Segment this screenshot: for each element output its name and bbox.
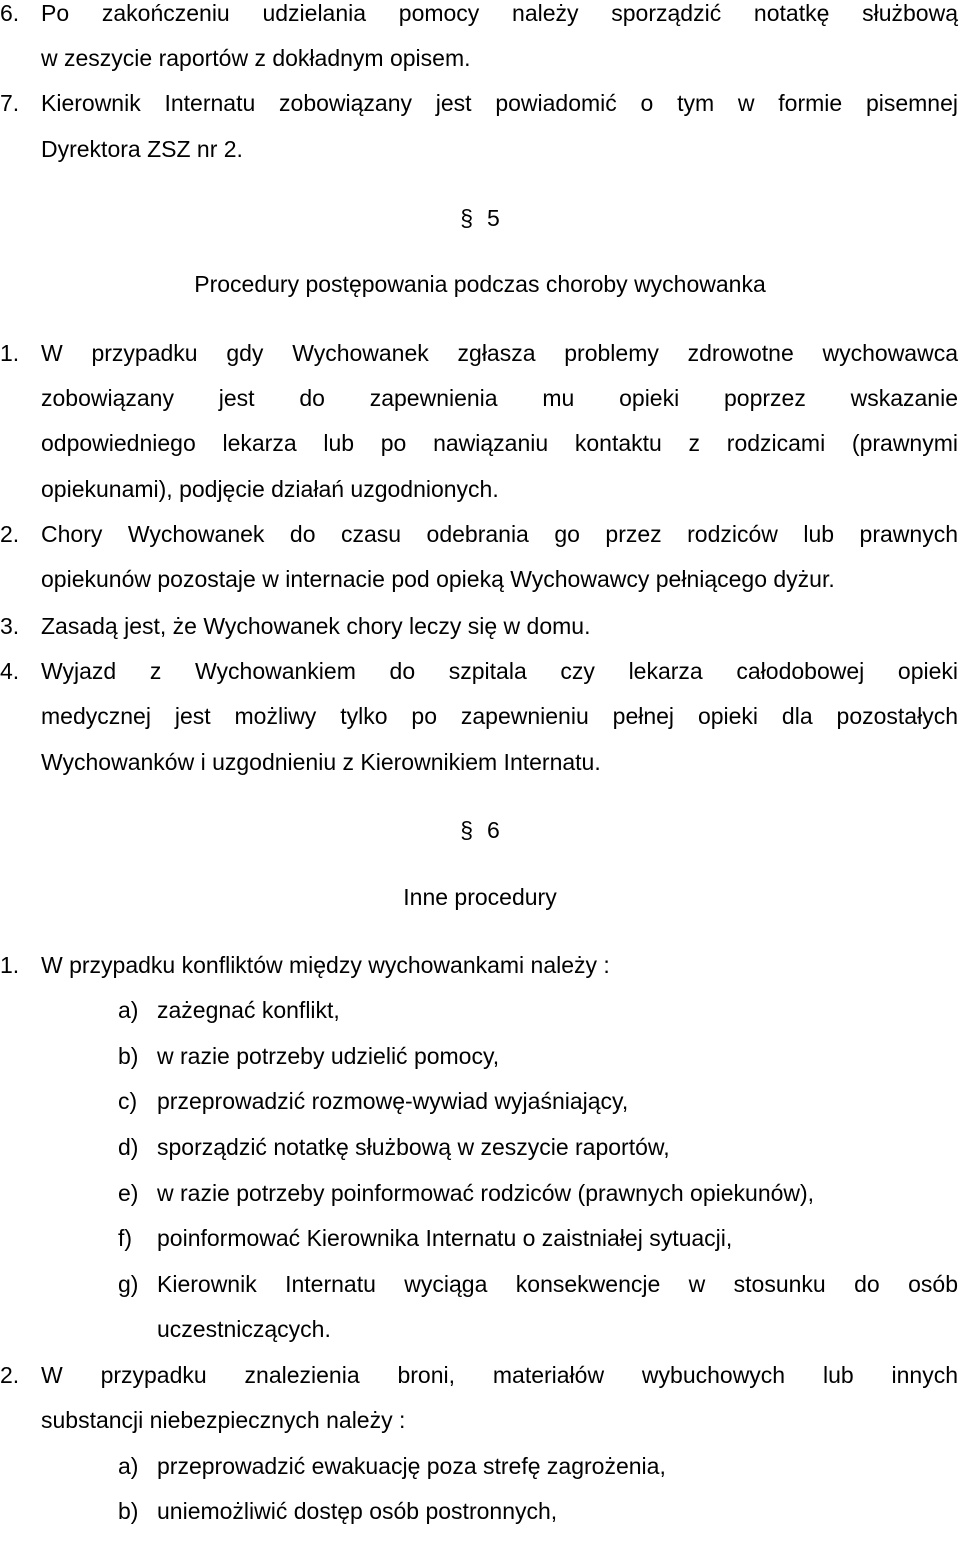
sub-item-letter: a) xyxy=(118,1453,139,1479)
section-number: 5 xyxy=(487,205,500,231)
section-5-heading xyxy=(0,205,960,251)
sub-item-text: przeprowadzić ewakuację poza strefę zagrożenia, xyxy=(157,1453,666,1479)
item-number: 6. xyxy=(0,0,20,26)
item-text: substancji niebezpiecznych należy : xyxy=(41,1407,406,1433)
section-sign: § xyxy=(460,817,473,843)
item-number: 2. xyxy=(0,521,20,547)
s6-item-1-sub-g-line-1 xyxy=(0,1271,960,1317)
s6-item-2-intro-line-1 xyxy=(0,1362,960,1408)
s5-item-4-line-2 xyxy=(0,703,960,749)
item-text: opiekunami), podjęcie działań uzgodnionych. xyxy=(41,476,499,502)
item-text: Wychowanków i uzgodnieniu z Kierownikiem Internatu. xyxy=(41,749,601,775)
item-number: 3. xyxy=(0,613,20,639)
sub-item-text: przeprowadzić rozmowę-wywiad wyjaśniający, xyxy=(157,1088,629,1114)
sub-item-letter: b) xyxy=(118,1498,139,1524)
s6-item-1-sub-a xyxy=(0,997,960,1043)
sub-item-letter: g) xyxy=(118,1271,139,1297)
s5-item-1-line-2 xyxy=(0,385,960,431)
section-6-heading xyxy=(0,817,960,863)
s5-item-4-line-3 xyxy=(0,749,960,795)
s6-item-2-sub-b xyxy=(0,1498,960,1544)
item-number: 1. xyxy=(0,952,20,978)
s6-item-1-sub-c xyxy=(0,1088,960,1134)
item-number: 1. xyxy=(0,340,20,366)
section-5-title xyxy=(0,271,960,317)
sub-item-text: poinformować Kierownika Internatu o zaistniałej sytuacji, xyxy=(157,1225,733,1251)
item-number: 7. xyxy=(0,90,20,116)
sub-item-letter: c) xyxy=(118,1088,138,1114)
s5-item-2-line-2 xyxy=(0,566,960,612)
item-text: Kierownik Internatu zobowiązany jest powiadomić o tym w formie pisemnej xyxy=(41,90,958,116)
item-text: Dyrektora ZSZ nr 2. xyxy=(41,136,243,162)
item-number: 4. xyxy=(0,658,20,684)
s5-item-1-line-3 xyxy=(0,430,960,476)
section-6-title xyxy=(0,884,960,930)
item-text: W przypadku znalezienia broni, materiałów wybuchowych lub innych xyxy=(41,1362,958,1388)
item-text: W przypadku konfliktów między wychowankami należy : xyxy=(41,952,610,978)
section-number: 6 xyxy=(487,817,500,843)
section-title: Procedury postępowania podczas choroby wychowanka xyxy=(194,271,766,297)
s5-item-3-line-1 xyxy=(0,613,960,659)
s6-item-1-sub-f xyxy=(0,1225,960,1271)
item-text: opiekunów pozostaje w internacie pod opieką Wychowawcy pełniącego dyżur. xyxy=(41,566,835,592)
item-6-line-2 xyxy=(0,45,960,91)
s5-item-2-line-1 xyxy=(0,521,960,567)
item-6-line-1 xyxy=(0,0,960,46)
item-text: w zeszycie raportów z dokładnym opisem. xyxy=(41,45,471,71)
sub-item-letter: f) xyxy=(118,1225,133,1251)
item-text: W przypadku gdy Wychowanek zgłasza problemy zdrowotne wychowawca xyxy=(41,340,958,366)
s5-item-4-line-1 xyxy=(0,658,960,704)
sub-item-text: w razie potrzeby udzielić pomocy, xyxy=(157,1043,500,1069)
sub-item-letter: e) xyxy=(118,1180,139,1206)
s5-item-1-line-4 xyxy=(0,476,960,522)
s6-item-1-sub-g-line-2 xyxy=(0,1316,960,1362)
item-7-line-1 xyxy=(0,90,960,136)
sub-item-text: Kierownik Internatu wyciąga konsekwencje w stosunku do osób xyxy=(157,1271,958,1297)
sub-item-text: zażegnać konflikt, xyxy=(157,997,340,1023)
s6-item-2-intro-line-2 xyxy=(0,1407,960,1453)
s6-item-1-intro xyxy=(0,952,960,998)
item-text: Po zakończeniu udzielania pomocy należy sporządzić notatkę służbową xyxy=(41,0,958,26)
item-7-line-2 xyxy=(0,136,960,182)
sub-item-letter: b) xyxy=(118,1043,139,1069)
sub-item-text: sporządzić notatkę służbową w zeszycie raportów, xyxy=(157,1134,670,1160)
sub-item-text: uniemożliwić dostęp osób postronnych, xyxy=(157,1498,558,1524)
section-sign: § xyxy=(460,205,473,231)
item-number: 2. xyxy=(0,1362,20,1388)
section-title: Inne procedury xyxy=(403,884,557,910)
sub-item-letter: a) xyxy=(118,997,139,1023)
item-text: Chory Wychowanek do czasu odebrania go przez rodziców lub prawnych xyxy=(41,521,958,547)
s5-item-1-line-1 xyxy=(0,340,960,386)
item-text: zobowiązany jest do zapewnienia mu opieki poprzez wskazanie xyxy=(41,385,958,411)
sub-item-text: w razie potrzeby poinformować rodziców (prawnych opiekunów), xyxy=(157,1180,815,1206)
item-text: odpowiedniego lekarza lub po nawiązaniu kontaktu z rodzicami (prawnymi xyxy=(41,430,958,456)
sub-item-letter: d) xyxy=(118,1134,139,1160)
sub-item-text: uczestniczących. xyxy=(157,1316,331,1342)
item-text: Wyjazd z Wychowankiem do szpitala czy lekarza całodobowej opieki xyxy=(41,658,958,684)
s6-item-1-sub-b xyxy=(0,1043,960,1089)
s6-item-1-sub-e xyxy=(0,1180,960,1226)
item-text: Zasadą jest, że Wychowanek chory leczy się w domu. xyxy=(41,613,591,639)
s6-item-1-sub-d xyxy=(0,1134,960,1180)
s6-item-2-sub-a xyxy=(0,1453,960,1499)
item-text: medycznej jest możliwy tylko po zapewnieniu pełnej opieki dla pozostałych xyxy=(41,703,958,729)
